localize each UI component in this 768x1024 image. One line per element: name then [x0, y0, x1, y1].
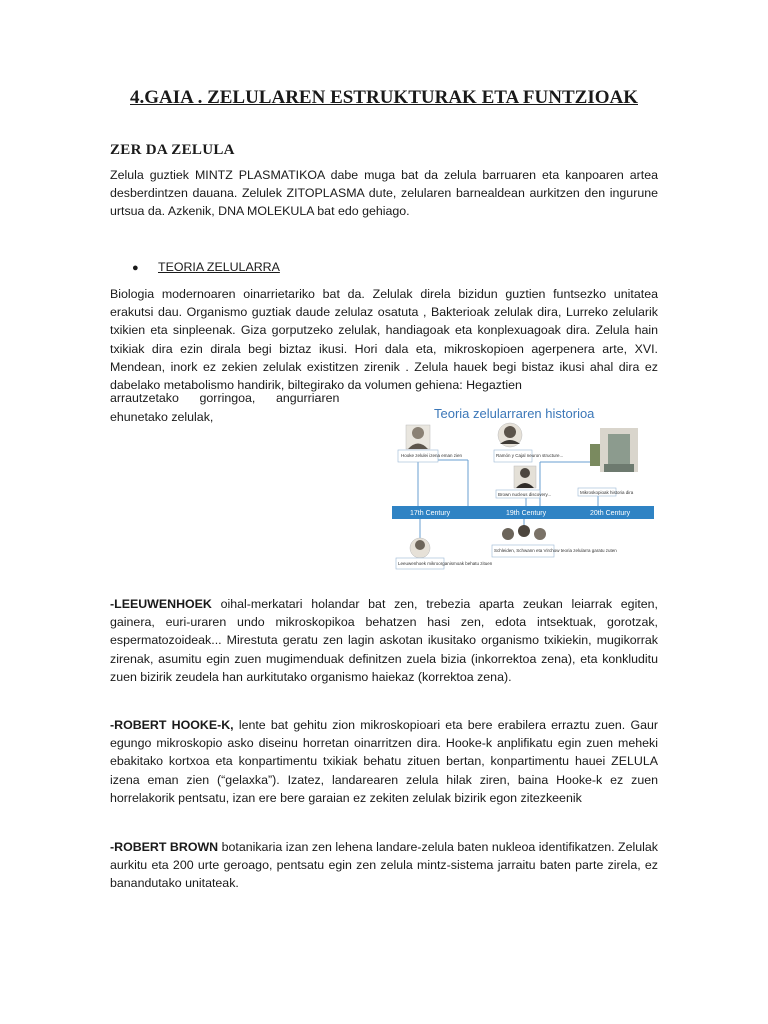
century-label-17: 17th Century: [410, 510, 451, 517]
teoria-paragraph: Biologia modernoaren oinarrietariko bat da. Zelulak direla bizidun guztien funtsezko unitatea erakutsi dau. Organismo guztiak daude zelulaz osatuta , Bakterioak zelulak dira, Lurreko zelularik txikien eta sinpleenak. Giza gorputzeko zelulak, handiagoak eta konplexuagoak dira. Zelula hain txikiak dira ezin dirala begi biztaz ikusi. Hori dala eta, mikroskopioen agerpenera arte, XVI. Mendean, inork ez zekien zelulak existitzen zirenik . Zelula hauek begi bistaz ikusi ahal dira ez dabelako metabolismo handirik, biltegirako da volumen gehiena: Hegaztien: [110, 287, 658, 393]
section-heading: ZER DA ZELULA: [110, 142, 235, 158]
teoria-paragraph-tail-line2: ehunetako zelulak,: [110, 410, 214, 424]
teoria-paragraph-tail-line1: arrautzetako gorringoa, angurriaren: [110, 391, 340, 405]
leeuwenhoek-name: -LEEUWENHOEK: [110, 597, 212, 611]
century-label-20: 20th Century: [590, 510, 631, 517]
caption-ramon-y-cajal: Ramón y Cajal neuron structure...: [496, 453, 564, 458]
portrait-ramon-y-cajal-icon: [498, 423, 522, 447]
portrait-leeuwenhoek-icon: [410, 538, 430, 558]
brown-paragraph: [110, 838, 658, 893]
document-title: 4.GAIA . ZELULAREN ESTRUKTURAK ETA FUNTZIOAK: [130, 87, 638, 108]
portraits-schleiden-schwann-virchow-icon: [502, 525, 546, 540]
bullet-item-teoria-zelularra: [132, 258, 280, 277]
portrait-hooke-icon: [406, 425, 430, 449]
brown-text: botanikaria izan zen lehena landare-zelula baten nukleoa identifikatzen. Zelulak aurkitu eta 200 urte geroago, pentsatu egin zen zelula mintz-sistema jarraitu baten parte zirela, ez banandutako unitateak.: [110, 840, 658, 891]
microscope-image-icon: [590, 428, 638, 472]
hooke-text: lente bat gehitu zion mikroskopioari eta bere erabilera erraztu zuen. Gaur egungo mikroskopio asko diseinu horretan oinarritzen dira. Hooke-k anplifikatu egin zuen meheki ebakitako kortxoa eta konpartimentu txikiak behatu zituen bertan, konpartimentu hauei ZELULA izena eman zien (“gelaxka”). Izatez, landarearen zelula hilak ziren, baina Hooke-k ez zuen horrelakorik pentsatu, izan ere bere garaian ez zekiten zelulak bizirik egon zitezkeenik: [110, 718, 658, 805]
century-label-19: 19th Century: [506, 510, 547, 517]
caption-schleiden-schwann-virchow: Schleiden, Schwann eta Virchow teoria zelularra garatu zuten: [494, 548, 617, 553]
leeuwenhoek-paragraph: [110, 595, 658, 686]
bullet-label: TEORIA ZELULARRA: [158, 260, 280, 274]
caption-leeuwenhoek: Leeuwenhoek mikroorganismoak behatu zituen: [398, 561, 493, 566]
caption-microscope: Mikroskopioak historia dira: [580, 490, 634, 495]
caption-hooke: Hooke zelulei izena eman zien: [401, 453, 463, 458]
intro-paragraph: Zelula guztiek MINTZ PLASMATIKOA dabe muga bat da zelula barruaren eta kanpoaren artea desberdintzen dauana. Zelulek ZITOPLASMA dute, zelularen barnealdean aurkitzen den ingurune urtsua da. Azkenik, DNA MOLEKULA bat edo gehiago.: [110, 168, 658, 219]
cell-theory-history-figure: [368, 402, 658, 570]
caption-brown: Brown nucleus discovery...: [498, 492, 552, 497]
brown-name: -ROBERT BROWN: [110, 840, 219, 854]
figure-graphic: [368, 402, 658, 570]
figure-title: Teoria zelularraren historioa: [434, 406, 595, 421]
leeuwenhoek-text: oihal-merkatari holandar bat zen, trebezia aparta zeukan leiarrak egiten, gainera, euri-uraren undo mikroskopikoa behatzen hasi zen, edota intsektuak, gorotzak, espermatozoideak... Mirestuta geratu zen lagin askotan ikusitako organismo txikiekin, mugikorrak zirenak, asumitu egin zuen mugimenduak definitzen zuela bizia (inkorrektoa zena), eta konkluditu zuen bizirik zeudela han aurkitutako organismo haiekaz (korrektoa zena).: [110, 597, 658, 684]
figure-connectors: [418, 457, 606, 542]
hooke-paragraph: [110, 716, 658, 807]
portrait-brown-icon: [514, 466, 536, 488]
hooke-name: -ROBERT HOOKE-K,: [110, 718, 234, 732]
bullet-dot-icon: ●: [132, 262, 139, 274]
